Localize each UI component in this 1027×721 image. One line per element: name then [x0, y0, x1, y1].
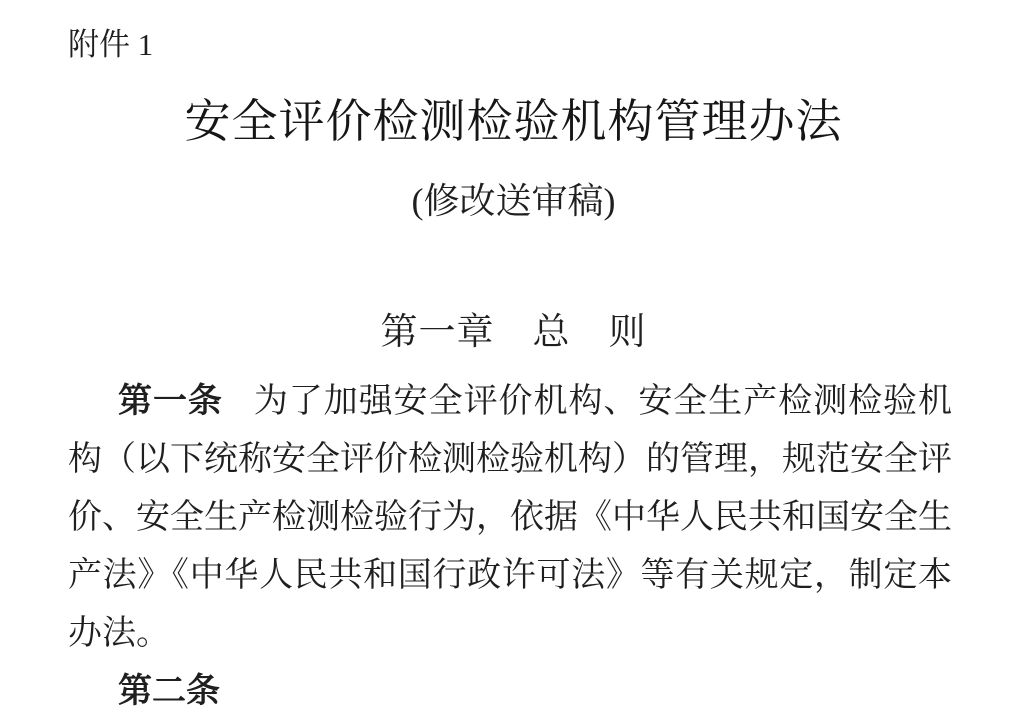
document-title: 安全评价检测检验机构管理办法: [184, 96, 843, 147]
next-article-number-partial: 第二条: [118, 673, 220, 710]
article-body: [68, 373, 952, 721]
article-number: 第一条: [118, 383, 223, 420]
attachment-label: 附件 1: [68, 27, 154, 62]
article-line-5: 办法。: [68, 615, 170, 652]
chapter-heading: 第一章 总 则: [380, 312, 647, 353]
article-line-4: 产法》《中华人民共和国行政许可法》等有关规定，制定本: [68, 557, 952, 594]
article-line-1: [68, 373, 952, 431]
document-subtitle: (修改送审稿): [411, 181, 616, 221]
next-article-clipped-line: [68, 663, 952, 721]
article-line-3: 价、安全生产检测检验行为，依据《中华人民共和国安全生: [68, 499, 952, 536]
article-line-1-text: 为了加强安全评价机构、安全生产检测检验机: [252, 383, 953, 420]
article-line-2: 构（以下统称安全评价检测检验机构）的管理，规范安全评: [68, 441, 952, 478]
